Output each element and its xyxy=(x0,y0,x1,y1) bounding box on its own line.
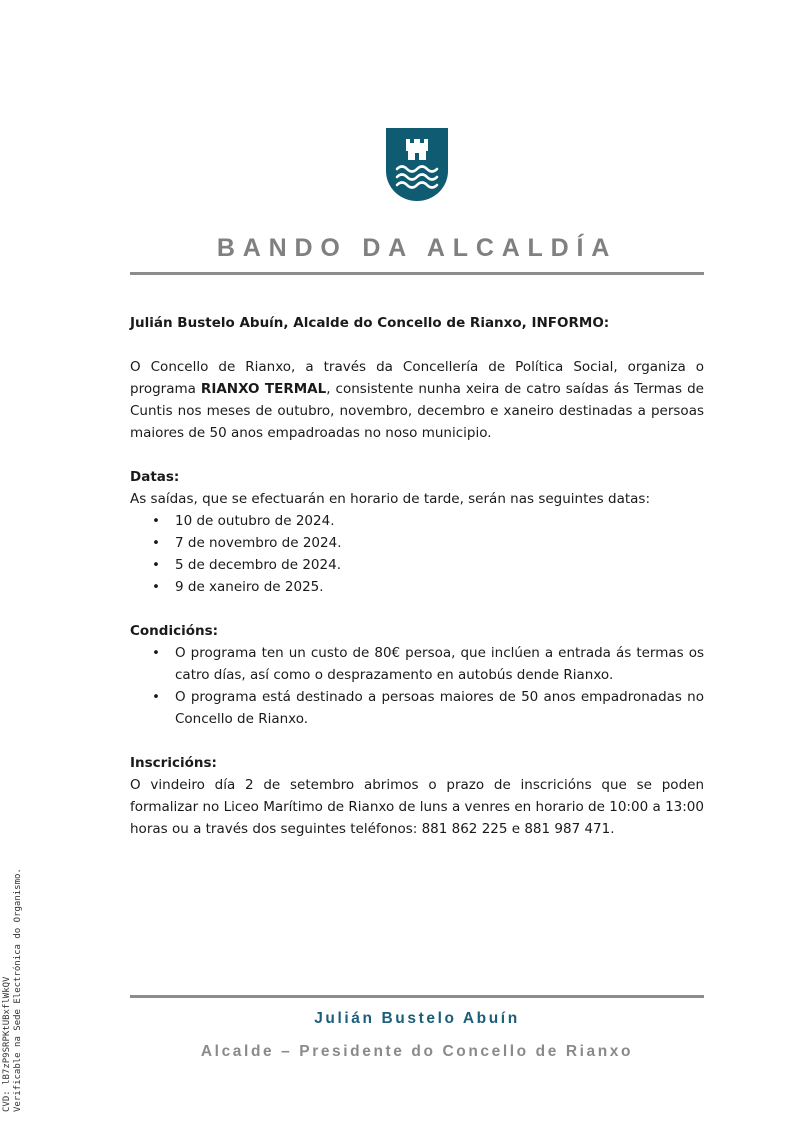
inscriptions-heading: Inscricións: xyxy=(130,755,217,771)
footer-divider xyxy=(130,995,704,998)
intro-line: Julián Bustelo Abuín, Alcalde do Concello de Rianxo, INFORMO: xyxy=(130,315,610,331)
program-text-start: O Concello de Rianxo, a través da Concellería de Política Social, organiza o programa xyxy=(130,359,704,397)
conditions-heading: Condicións: xyxy=(130,623,219,639)
verification-note xyxy=(2,868,24,1112)
council-logo xyxy=(385,127,449,201)
list-item: • 9 de xaneiro de 2025. xyxy=(152,579,324,595)
list-item: • 5 de decembro de 2024. xyxy=(152,557,341,573)
conditions-list xyxy=(130,642,704,730)
signer-name: Julián Bustelo Abuín xyxy=(314,1010,520,1027)
program-paragraph xyxy=(130,356,704,444)
dates-heading: Datas: xyxy=(130,469,180,485)
program-text-end: , consistente nunha xeira de catro saídas ás Termas de Cuntis nos meses de outubro, novembro, decembro e xaneiro destinadas a persoas maiores de 50 anos empadroadas no noso municipio. xyxy=(130,381,704,441)
inscriptions-text: O vindeiro día 2 de setembro abrimos o prazo de inscricións que se poden formalizar no Liceo Marítimo de Rianxo de luns a venres en horario de 10:00 a 13:00 horas ou a través dos seguintes teléfonos: 881 862 225 e 881 987 471. xyxy=(130,777,704,837)
dates-list xyxy=(130,510,704,598)
list-item: • O programa está destinado a persoas maiores de 50 anos empadronadas no Concello de Rianxo. xyxy=(152,689,704,727)
program-name: RIANXO TERMAL xyxy=(200,381,327,397)
document-body xyxy=(130,312,704,840)
list-item: • 7 de novembro de 2024. xyxy=(152,535,342,551)
dates-intro: As saídas, que se efectuarán en horario de tarde, serán nas seguintes datas: xyxy=(130,491,651,507)
header-divider xyxy=(130,272,704,275)
verification-code: CVD: lB7zP9SRPKtUBxflWkQV xyxy=(2,976,12,1112)
list-item: • O programa ten un custo de 80€ persoa, que inclúen a entrada ás termas os catro días, así como o desprazamento en autobús dende Rianxo. xyxy=(152,645,704,683)
verification-text: Verificable na Sede Electrónica do Organismo. xyxy=(13,868,23,1112)
council-shield-icon xyxy=(385,127,449,201)
list-item: • 10 de outubro de 2024. xyxy=(152,513,335,529)
signer-role: Alcalde – Presidente do Concello de Rianxo xyxy=(200,1043,634,1060)
document-title: BANDO DA ALCALDÍA xyxy=(216,234,618,262)
